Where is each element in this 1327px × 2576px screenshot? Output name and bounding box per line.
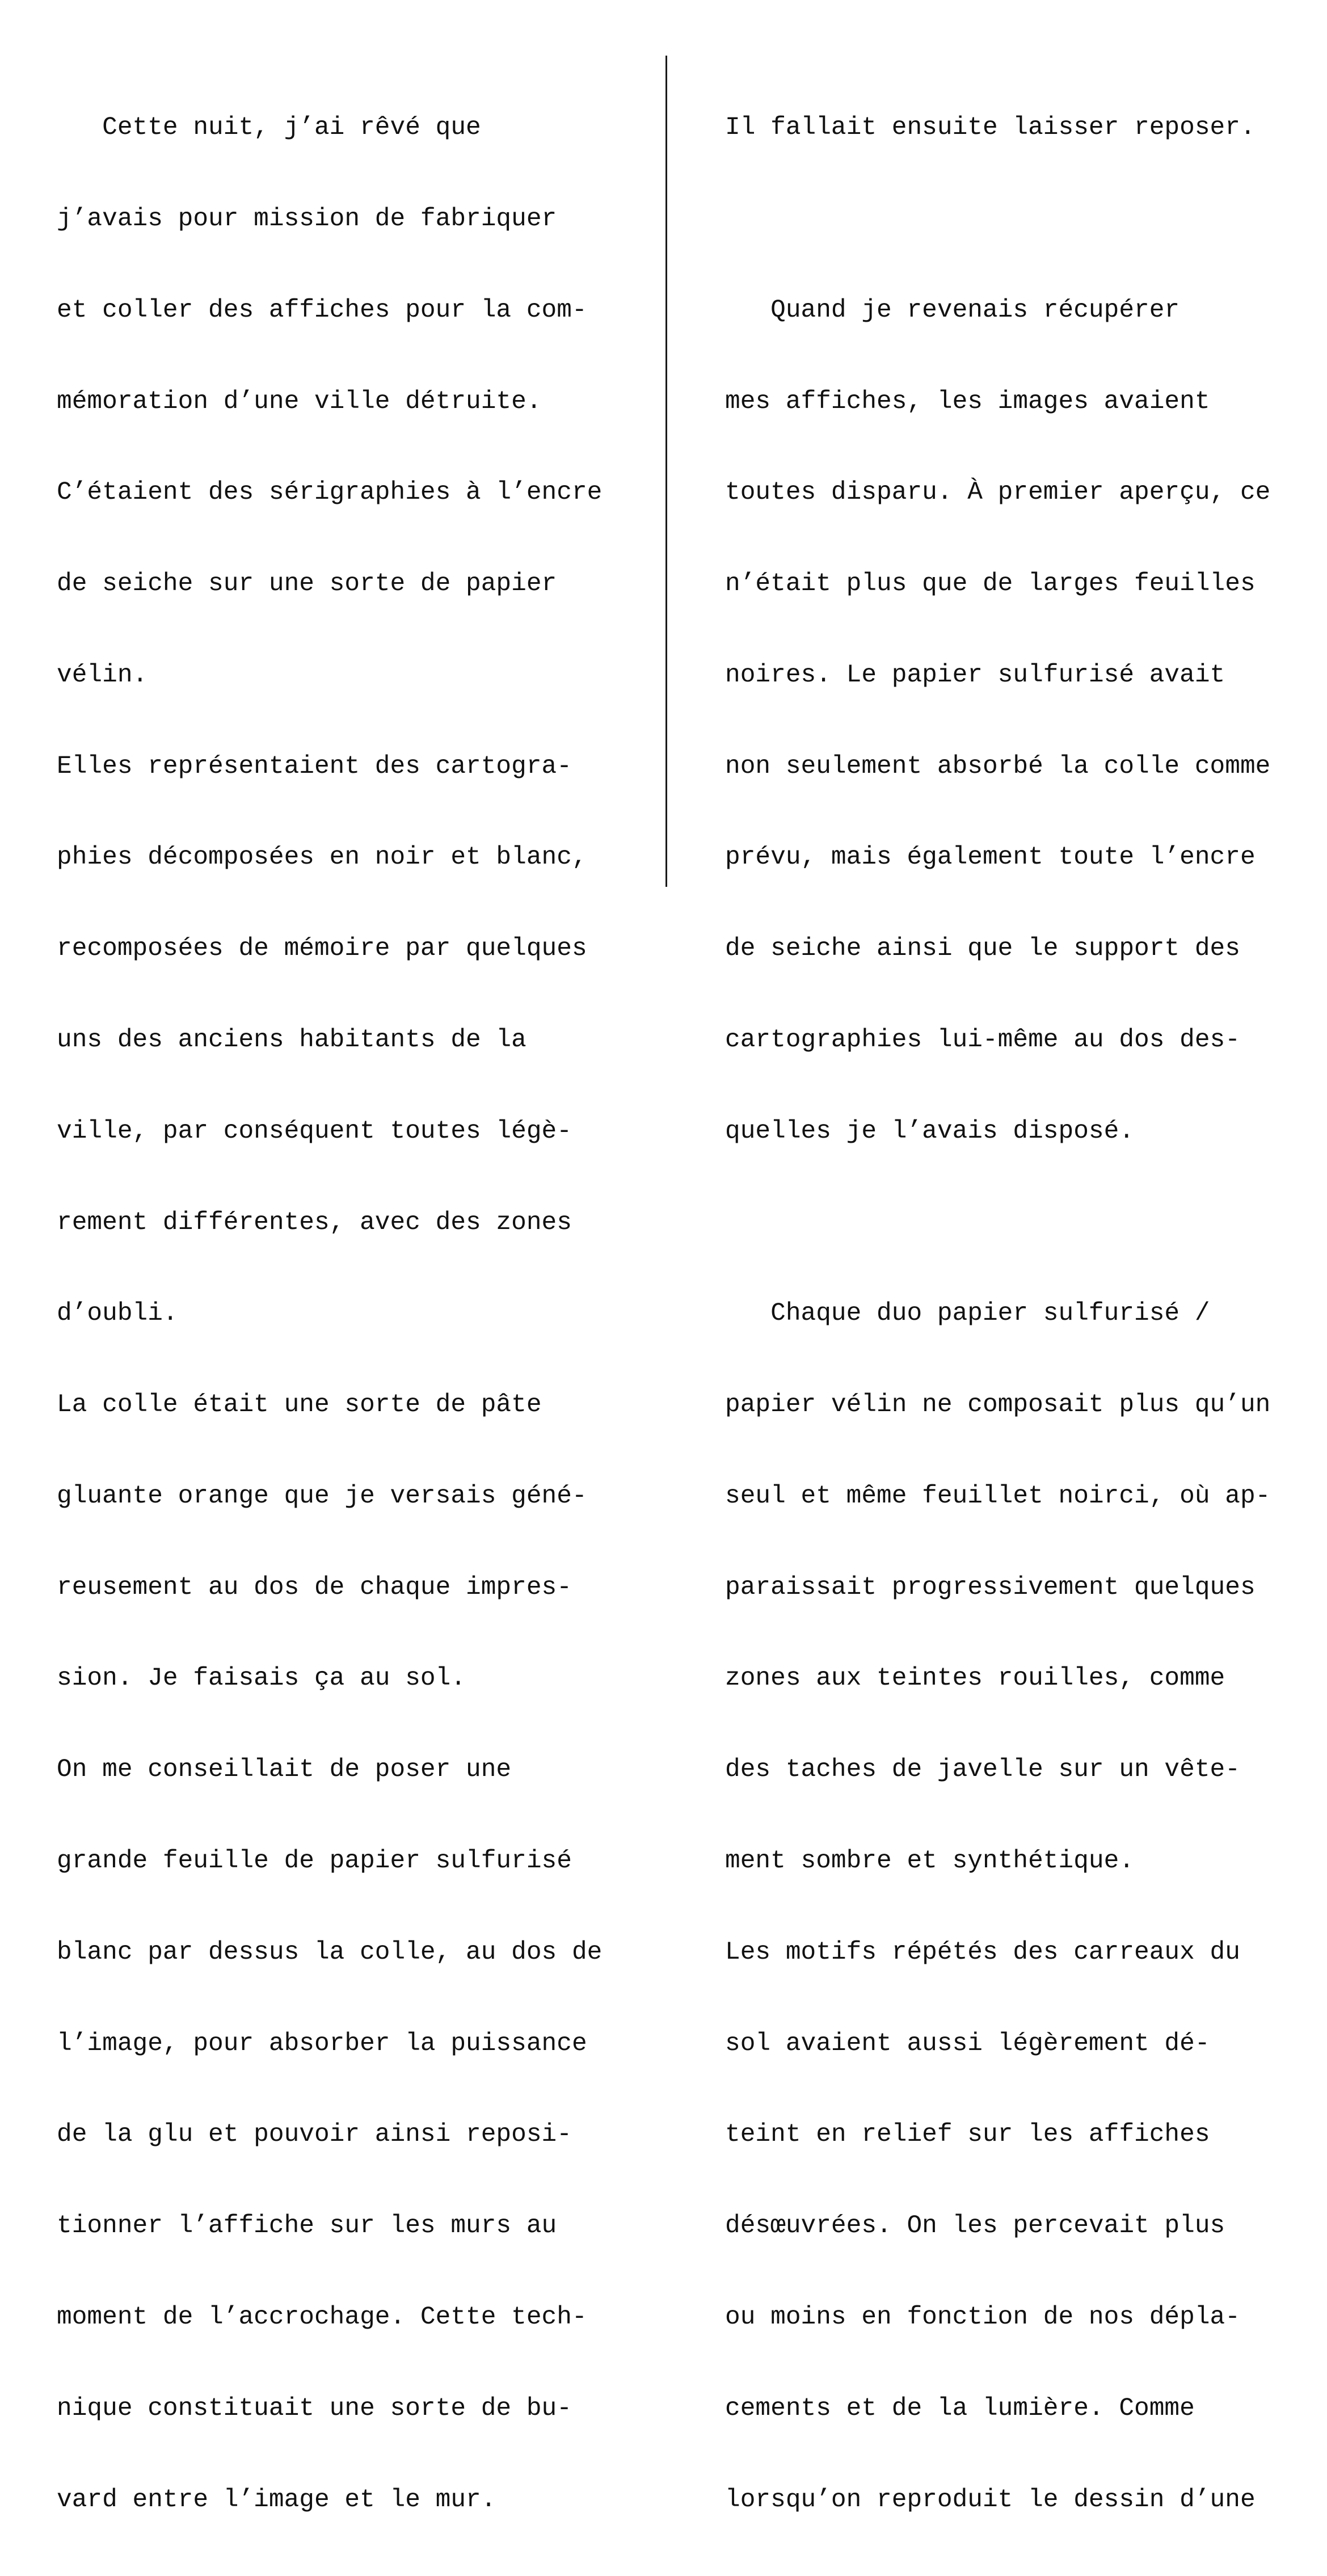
text-line: Cette nuit, j’ai rêvé que — [57, 113, 481, 142]
text-line: cartographies lui-même au dos des- — [725, 1026, 1240, 1054]
text-line: cements et de la lumière. Comme — [725, 2394, 1195, 2423]
text-line — [725, 1208, 1270, 1239]
text-line — [725, 204, 1270, 235]
text-line: lorsqu’on reproduit le dessin d’une — [725, 2485, 1256, 2514]
text-line: grande feuille de papier sulfurisé — [57, 1847, 572, 1876]
text-line: zones aux teintes rouilles, comme — [725, 1664, 1225, 1693]
text-line: Quand je revenais récupérer — [725, 296, 1180, 325]
text-line: phies décomposées en noir et blanc, — [57, 843, 587, 872]
text-line: non seulement absorbé la colle comme — [725, 752, 1271, 781]
text-line: vélin. — [57, 660, 148, 689]
text-line: seul et même feuillet noirci, où ap- — [725, 1481, 1271, 1510]
text-line: noires. Le papier sulfurisé avait — [725, 660, 1225, 689]
text-line: n’était plus que de larges feuilles — [725, 570, 1256, 599]
text-line: uns des anciens habitants de la — [57, 1026, 526, 1054]
text-line: Elles représentaient des cartogra- — [57, 752, 572, 781]
text-line: quelles je l’avais disposé. — [725, 1117, 1135, 1146]
text-line: de seiche sur une sorte de papier — [57, 570, 557, 599]
text-line: rement différentes, avec des zones — [57, 1208, 572, 1237]
text-line: des taches de javelle sur un vête- — [725, 1756, 1240, 1784]
text-line: et coller des affiches pour la com- — [57, 296, 587, 325]
text-line: paraissait progressivement quelques — [725, 1573, 1256, 1602]
text-line: l’image, pour absorber la puissance — [57, 2029, 587, 2058]
text-line: d’oubli. — [57, 1299, 178, 1328]
left-column-text — [57, 52, 602, 2576]
text-line: ment sombre et synthétique. — [725, 1847, 1135, 1876]
text-line: vard entre l’image et le mur. — [57, 2485, 496, 2514]
text-line: sol avaient aussi légèrement dé- — [725, 2029, 1210, 2058]
text-line: blanc par dessus la colle, au dos de — [57, 1938, 603, 1967]
text-line: C’étaient des sérigraphies à l’encre — [57, 478, 603, 507]
text-line: teint en relief sur les affiches — [725, 2120, 1210, 2149]
text-line: mes affiches, les images avaient — [725, 387, 1210, 416]
text-line: sion. Je faisais ça au sol. — [57, 1664, 466, 1693]
text-line: nique constituait une sorte de bu- — [57, 2394, 572, 2423]
text-line: désœuvrées. On les percevait plus — [725, 2212, 1225, 2241]
text-line: La colle était une sorte de pâte — [57, 1391, 542, 1420]
text-line: On me conseillait de poser une — [57, 1756, 512, 1784]
column-divider — [665, 56, 667, 887]
text-line: mémoration d’une ville détruite. — [57, 387, 542, 416]
text-line: gluante orange que je versais géné- — [57, 1481, 587, 1510]
text-line: Il fallait ensuite laisser reposer. — [725, 113, 1256, 142]
text-line: ville, par conséquent toutes légè- — [57, 1117, 572, 1146]
text-line: de la glu et pouvoir ainsi reposi- — [57, 2120, 572, 2149]
text-line: recomposées de mémoire par quelques — [57, 935, 587, 963]
text-line: reusement au dos de chaque impres- — [57, 1573, 572, 1602]
text-line: moment de l’accrochage. Cette tech- — [57, 2303, 587, 2331]
text-line: Les motifs répétés des carreaux du — [725, 1938, 1240, 1967]
text-line: prévu, mais également toute l’encre — [725, 843, 1256, 872]
text-line: de seiche ainsi que le support des — [725, 935, 1240, 963]
text-line: Chaque duo papier sulfurisé / — [725, 1299, 1210, 1328]
text-line: j’avais pour mission de fabriquer — [57, 204, 557, 233]
text-line: papier vélin ne composait plus qu’un — [725, 1391, 1271, 1420]
right-column-text — [725, 52, 1270, 2576]
text-line: ou moins en fonction de nos dépla- — [725, 2303, 1240, 2331]
text-line: toutes disparu. À premier aperçu, ce — [725, 478, 1271, 507]
text-line: tionner l’affiche sur les murs au — [57, 2212, 557, 2241]
